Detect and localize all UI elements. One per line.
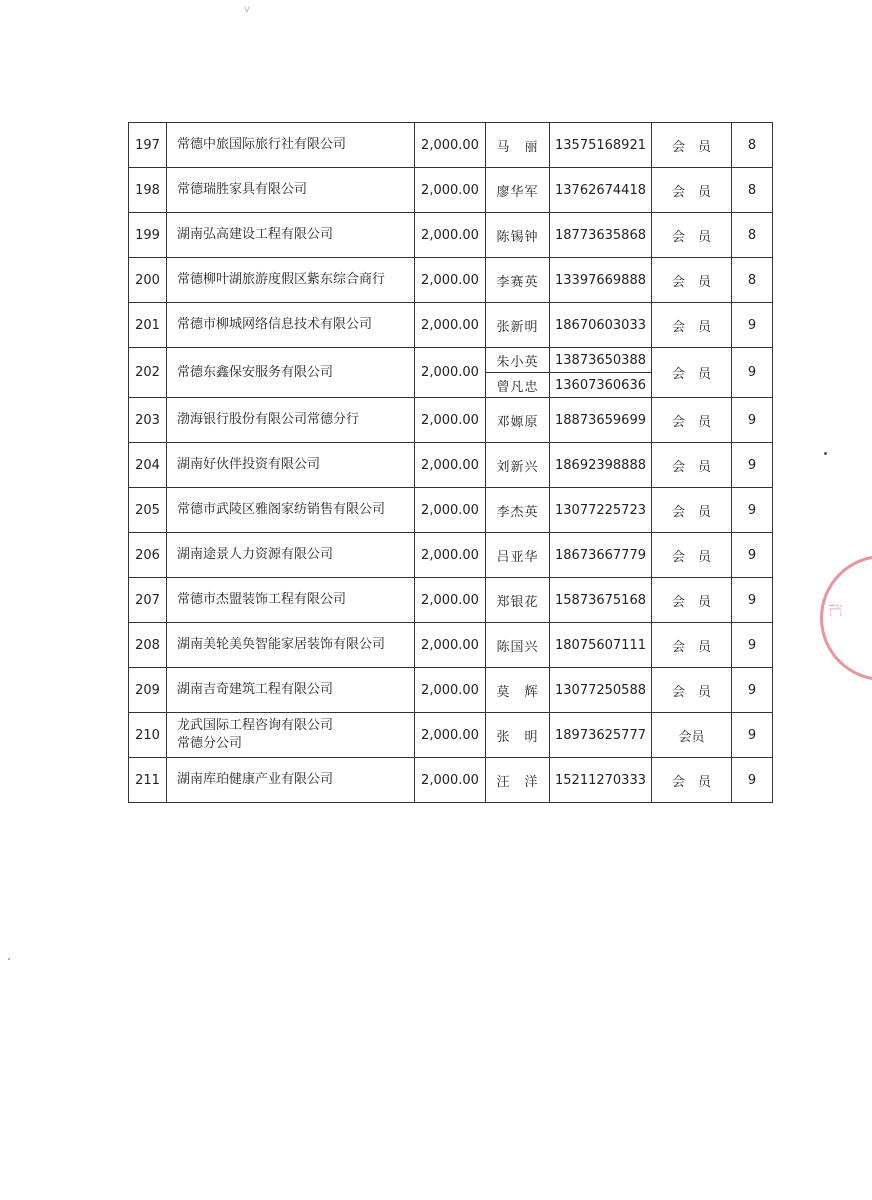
fee-amount: 2,000.00 [415,348,486,398]
contact-person: 张 明 [486,713,550,758]
member-type: 会 员 [652,258,732,303]
grade-number: 9 [732,668,773,713]
member-type: 会 员 [652,348,732,398]
member-type: 会 员 [652,533,732,578]
row-number: 210 [129,713,167,758]
grade-number: 8 [732,123,773,168]
contact-person: 朱小英 [486,348,550,373]
contact-person: 廖华军 [486,168,550,213]
row-number: 198 [129,168,167,213]
contact-person: 刘新兴 [486,443,550,488]
company-name: 渤海银行股份有限公司常德分行 [167,398,415,443]
contact-person: 郑银花 [486,578,550,623]
scan-dot [824,452,827,455]
grade-number: 9 [732,488,773,533]
row-number: 205 [129,488,167,533]
grade-number: 9 [732,348,773,398]
contact-phone: 18773635868 [550,213,652,258]
member-table [128,122,773,803]
member-type: 会 员 [652,443,732,488]
fee-amount: 2,000.00 [415,258,486,303]
contact-person: 邓嫄原 [486,398,550,443]
contact-phone: 13397669888 [550,258,652,303]
row-number: 199 [129,213,167,258]
grade-number: 8 [732,258,773,303]
table-row [129,398,773,443]
fee-amount: 2,000.00 [415,398,486,443]
table-row [129,758,773,803]
company-name: 湖南途景人力资源有限公司 [167,533,415,578]
grade-number: 9 [732,303,773,348]
contact-phone: 13077250588 [550,668,652,713]
table-row [129,713,773,758]
member-type: 会 员 [652,168,732,213]
contact-person: 曾凡忠 [486,373,550,398]
fee-amount: 2,000.00 [415,213,486,258]
fee-amount: 2,000.00 [415,758,486,803]
row-number: 207 [129,578,167,623]
contact-phone: 18692398888 [550,443,652,488]
scan-dot [8,958,10,960]
company-name: 常德中旅国际旅行社有限公司 [167,123,415,168]
contact-person: 张新明 [486,303,550,348]
row-number: 211 [129,758,167,803]
company-name: 湖南美轮美奂智能家居装饰有限公司 [167,623,415,668]
table-row [129,623,773,668]
row-number: 202 [129,348,167,398]
company-name: 常德市武陵区雅阁家纺销售有限公司 [167,488,415,533]
member-type: 会 员 [652,398,732,443]
fee-amount: 2,000.00 [415,713,486,758]
table-row [129,488,773,533]
contact-phone: 13575168921 [550,123,652,168]
member-type: 会 员 [652,668,732,713]
contact-phone: 18973625777 [550,713,652,758]
table-row [129,168,773,213]
contact-phone: 18873659699 [550,398,652,443]
grade-number: 9 [732,398,773,443]
contact-person: 李赛英 [486,258,550,303]
fee-amount: 2,000.00 [415,443,486,488]
company-name: 湖南吉奇建筑工程有限公司 [167,668,415,713]
row-number: 206 [129,533,167,578]
grade-number: 8 [732,168,773,213]
fee-amount: 2,000.00 [415,168,486,213]
red-seal-stamp [820,555,872,681]
member-table-body [129,123,773,803]
contact-phone: 13607360636 [550,373,652,398]
row-number: 197 [129,123,167,168]
grade-number: 9 [732,533,773,578]
scan-mark: v [244,4,250,15]
table-row [129,123,773,168]
contact-phone: 13077225723 [550,488,652,533]
member-type: 会 员 [652,303,732,348]
contact-person: 陈锡钟 [486,213,550,258]
contact-person: 吕亚华 [486,533,550,578]
seal-text: 汇 [826,603,842,617]
grade-number: 8 [732,213,773,258]
contact-phone: 15211270333 [550,758,652,803]
fee-amount: 2,000.00 [415,533,486,578]
row-number: 203 [129,398,167,443]
grade-number: 9 [732,443,773,488]
member-type: 会 员 [652,123,732,168]
table-row [129,303,773,348]
row-number: 204 [129,443,167,488]
grade-number: 9 [732,623,773,668]
table-row [129,348,773,373]
contact-phone: 18075607111 [550,623,652,668]
contact-phone: 18670603033 [550,303,652,348]
contact-person: 马 丽 [486,123,550,168]
contact-phone: 18673667779 [550,533,652,578]
table-row [129,213,773,258]
company-name: 常德市杰盟装饰工程有限公司 [167,578,415,623]
member-type: 会 员 [652,758,732,803]
fee-amount: 2,000.00 [415,578,486,623]
company-name-line: 龙武国际工程咨询有限公司 [177,718,334,733]
row-number: 201 [129,303,167,348]
company-name: 湖南好伙伴投资有限公司 [167,443,415,488]
fee-amount: 2,000.00 [415,623,486,668]
member-type: 会 员 [652,578,732,623]
contact-person: 李杰英 [486,488,550,533]
company-name-line: 常德分公司 [177,736,243,751]
table-row [129,443,773,488]
row-number: 209 [129,668,167,713]
company-name: 湖南弘高建设工程有限公司 [167,213,415,258]
fee-amount: 2,000.00 [415,668,486,713]
member-type: 会 员 [652,623,732,668]
contact-person: 莫 辉 [486,668,550,713]
member-type: 会 员 [652,488,732,533]
fee-amount: 2,000.00 [415,303,486,348]
table-row [129,578,773,623]
company-name: 常德柳叶湖旅游度假区紫东综合商行 [167,258,415,303]
table-row [129,533,773,578]
table-row [129,668,773,713]
member-type: 会员 [652,713,732,758]
member-type: 会 员 [652,213,732,258]
company-name: 常德东鑫保安服务有限公司 [167,348,415,398]
fee-amount: 2,000.00 [415,123,486,168]
contact-phone: 15873675168 [550,578,652,623]
table-row [129,258,773,303]
contact-person: 汪 洋 [486,758,550,803]
company-name: 常德瑞胜家具有限公司 [167,168,415,213]
contact-phone: 13873650388 [550,348,652,373]
row-number: 200 [129,258,167,303]
company-name [167,713,415,758]
contact-person: 陈国兴 [486,623,550,668]
grade-number: 9 [732,713,773,758]
fee-amount: 2,000.00 [415,488,486,533]
company-name: 湖南库珀健康产业有限公司 [167,758,415,803]
company-name: 常德市柳城网络信息技术有限公司 [167,303,415,348]
contact-phone: 13762674418 [550,168,652,213]
grade-number: 9 [732,758,773,803]
row-number: 208 [129,623,167,668]
grade-number: 9 [732,578,773,623]
